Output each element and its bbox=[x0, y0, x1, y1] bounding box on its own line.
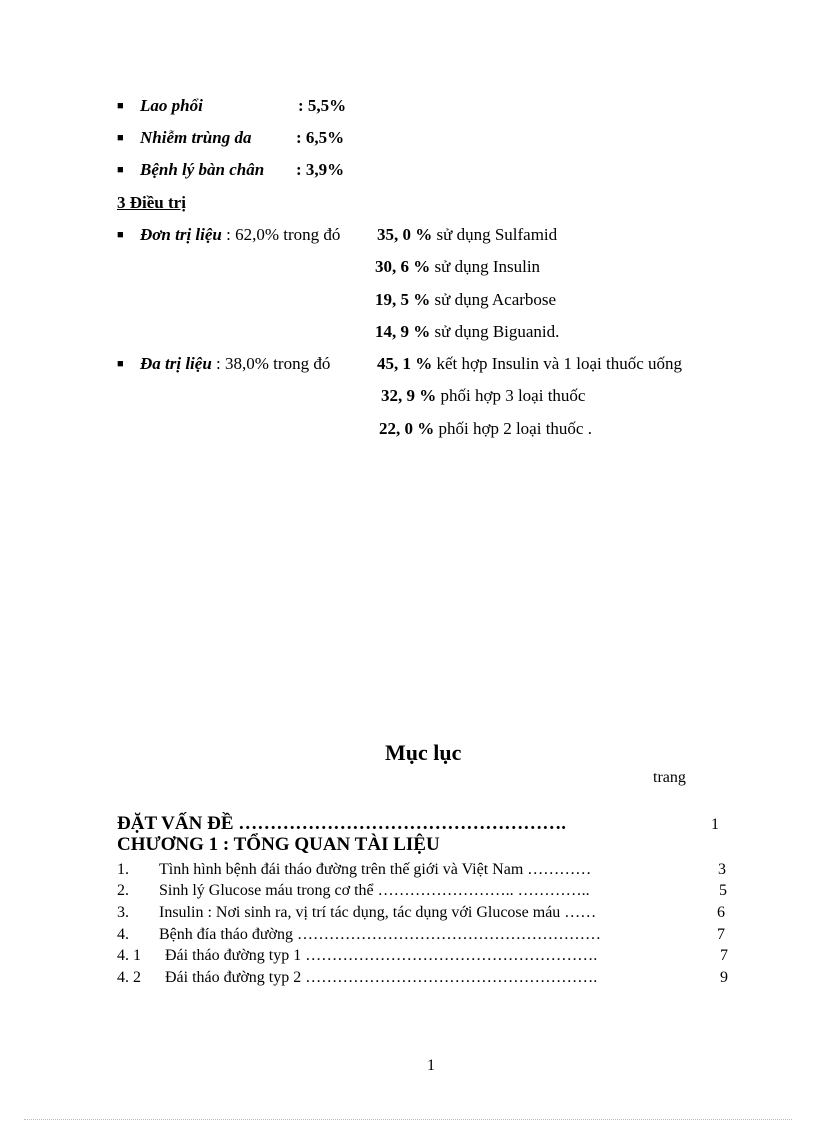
toc-chapter-heading: CHƯƠNG 1 : TỔNG QUAN TÀI LIỆU bbox=[117, 834, 440, 855]
toc-entry-num: 2. bbox=[117, 882, 129, 899]
toc-entry-text: Đái tháo đường typ 2 ………………………………………………. bbox=[165, 969, 598, 986]
complication-name: Nhiễm trùng da bbox=[140, 128, 252, 147]
multi-row-text: phối hợp 3 loại thuốc bbox=[436, 386, 586, 405]
toc-title: Mục lục bbox=[385, 740, 462, 765]
toc-entry-num: 4. 1 bbox=[117, 947, 141, 964]
toc-entry-num: 4. bbox=[117, 926, 129, 943]
treatment-heading: 3 Điều trị bbox=[117, 193, 186, 212]
multi-row bbox=[379, 419, 592, 439]
multi-therapy-intro: : 38,0% trong đó bbox=[211, 354, 331, 373]
mono-row bbox=[375, 290, 556, 310]
mono-therapy-line bbox=[140, 225, 340, 245]
mono-row-pct: 14, 9 % bbox=[375, 322, 431, 341]
toc-entry-page: 7 bbox=[720, 947, 728, 964]
multi-therapy-line bbox=[140, 354, 330, 374]
page-number: 1 bbox=[427, 1057, 435, 1074]
toc-entry-num: 1. bbox=[117, 861, 129, 878]
multi-therapy-label: Đa trị liệu bbox=[140, 354, 212, 373]
mono-row-pct: 30, 6 % bbox=[375, 257, 431, 276]
multi-row-text: kết hợp Insulin và 1 loại thuốc uống bbox=[432, 354, 683, 373]
bullet-icon: ■ bbox=[117, 164, 124, 176]
multi-row-pct: 45, 1 % bbox=[377, 354, 433, 373]
complication-value: : 5,5% bbox=[298, 96, 347, 115]
page-bottom-divider bbox=[24, 1119, 792, 1120]
mono-row-pct: 35, 0 % bbox=[377, 225, 433, 244]
mono-row-text: sử dụng Acarbose bbox=[430, 290, 557, 309]
complication-value: : 3,9% bbox=[296, 160, 345, 179]
mono-therapy-label: Đơn trị liệu bbox=[140, 225, 222, 244]
mono-row-text: sử dụng Sulfamid bbox=[432, 225, 558, 244]
complication-name: Bệnh lý bàn chân bbox=[140, 160, 265, 179]
multi-row bbox=[377, 354, 682, 374]
toc-entry-page: 7 bbox=[717, 926, 725, 943]
mono-row-text: sử dụng Biguanid. bbox=[430, 322, 560, 341]
mono-row bbox=[375, 322, 559, 342]
mono-row-pct: 19, 5 % bbox=[375, 290, 431, 309]
toc-page-label: trang bbox=[653, 769, 686, 786]
toc-entry-page: 9 bbox=[720, 969, 728, 986]
multi-row-pct: 22, 0 % bbox=[379, 419, 435, 438]
bullet-icon: ■ bbox=[117, 229, 124, 241]
bullet-icon: ■ bbox=[117, 132, 124, 144]
mono-row bbox=[377, 225, 557, 245]
multi-row-text: phối hợp 2 loại thuốc . bbox=[434, 419, 592, 438]
toc-entry-text: Đái tháo đường typ 1 ………………………………………………. bbox=[165, 947, 598, 964]
mono-row-text: sử dụng Insulin bbox=[430, 257, 541, 276]
toc-entry-page: 3 bbox=[718, 861, 726, 878]
multi-row bbox=[381, 386, 585, 406]
complication-name: Lao phổi bbox=[140, 96, 203, 115]
mono-therapy-intro: : 62,0% trong đó bbox=[221, 225, 341, 244]
toc-entry-text: Bệnh đía tháo đường ………………………………………………… bbox=[159, 926, 601, 943]
toc-entry-num: 4. 2 bbox=[117, 969, 141, 986]
bullet-icon: ■ bbox=[117, 100, 124, 112]
toc-entry-page: 6 bbox=[717, 904, 725, 921]
complication-value: : 6,5% bbox=[296, 128, 345, 147]
multi-row-pct: 32, 9 % bbox=[381, 386, 437, 405]
toc-entry-text: Tình hình bệnh đái tháo đường trên thế giới và Việt Nam ………… bbox=[159, 861, 592, 878]
mono-row bbox=[375, 257, 540, 277]
toc-entry-text: ĐẶT VẤN ĐỀ ……………………………………………. bbox=[117, 813, 566, 834]
toc-entry-text: Sinh lý Glucose máu trong cơ thể …………………….. ………….. bbox=[159, 882, 590, 899]
toc-entry-text: Insulin : Nơi sinh ra, vị trí tác dụng, tác dụng với Glucose máu …… bbox=[159, 904, 597, 921]
toc-entry-page: 1 bbox=[711, 816, 719, 833]
toc-entry-num: 3. bbox=[117, 904, 129, 921]
bullet-icon: ■ bbox=[117, 358, 124, 370]
toc-entry-page: 5 bbox=[719, 882, 727, 899]
